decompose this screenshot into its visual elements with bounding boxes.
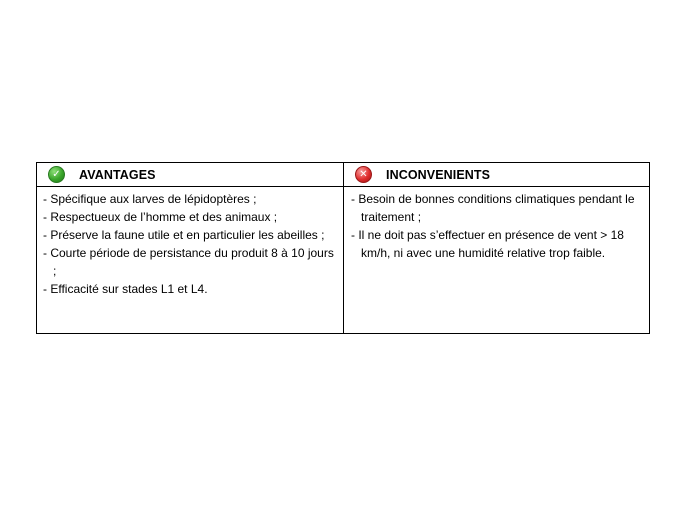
comparison-table — [36, 162, 650, 334]
cross-circle-icon: ✕ — [355, 166, 372, 183]
list-item: - Besoin de bonnes conditions climatiques pendant le traitement ; — [351, 192, 635, 224]
advantages-title: AVANTAGES — [79, 167, 156, 182]
check-circle-icon: ✓ — [48, 166, 65, 183]
list-item: - Spécifique aux larves de lépidoptères ; — [43, 192, 257, 206]
disadvantages-title: INCONVENIENTS — [386, 167, 491, 182]
list-item: - Il ne doit pas s’effectuer en présence de vent > 18 km/h, ni avec une humidité relative trop faible. — [351, 228, 624, 260]
disadvantages-header — [344, 163, 649, 187]
advantages-list — [37, 187, 344, 333]
list-item: - Efficacité sur stades L1 et L4. — [43, 282, 208, 296]
list-item: - Courte période de persistance du produit 8 à 10 jours ; — [43, 246, 334, 278]
list-item: - Respectueux de l’homme et des animaux ; — [43, 210, 278, 224]
list-item: - Préserve la faune utile et en particulier les abeilles ; — [43, 228, 325, 242]
disadvantages-list — [344, 187, 649, 333]
advantages-header — [37, 163, 344, 187]
